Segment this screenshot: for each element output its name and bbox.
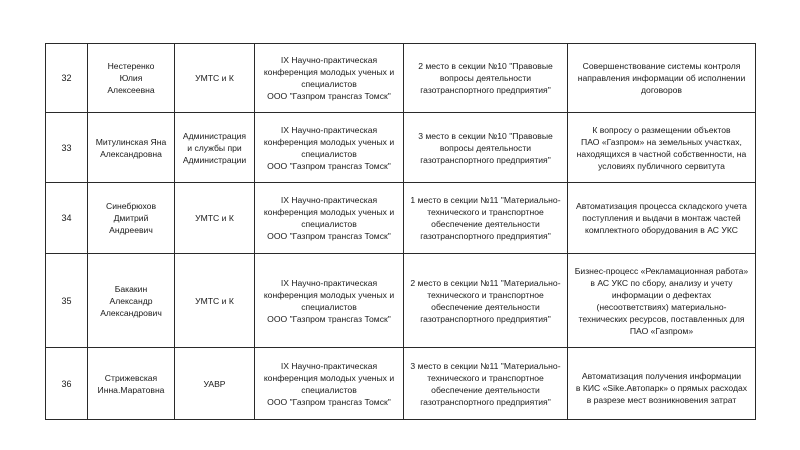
event-line: IX Научно-практическая — [280, 277, 378, 288]
place-cell — [404, 254, 568, 348]
topic-line: направления информации об исполнении — [577, 73, 746, 83]
results-table — [45, 43, 756, 420]
event-line: ООО "Газпром трансгаз Томск" — [267, 231, 391, 241]
topic-line: технических ресурсов, поставленных для — [578, 313, 745, 324]
event-line: ООО "Газпром трансгаз Томск" — [267, 313, 391, 324]
event-line: IX Научно-практическая — [280, 124, 378, 135]
place-line: газотранспортного предприятия" — [420, 85, 551, 95]
place-cell — [404, 183, 568, 254]
name-cell — [88, 113, 175, 183]
department-cell — [175, 44, 255, 113]
place-line: 2 место в секции №11 "Материально- — [410, 277, 561, 288]
event-line: специалистов — [301, 148, 357, 159]
event-line: ООО "Газпром трансгаз Томск" — [267, 160, 391, 171]
topic-cell — [568, 348, 756, 420]
topic-line: информации о дефектах — [611, 289, 712, 300]
event-line: специалистов — [301, 79, 357, 89]
place-line: 3 место в секции №11 "Материально- — [410, 360, 561, 371]
place-line: газотранспортного предприятия" — [420, 231, 551, 241]
event-line: конференция молодых ученых и — [263, 289, 395, 300]
name-line: Синебрюхов — [105, 201, 157, 211]
topic-line: комплектного оборудования в АС УКС — [585, 225, 738, 235]
department-cell — [175, 254, 255, 348]
name-line: Александровна — [100, 148, 162, 159]
topic-cell — [568, 254, 756, 348]
topic-line: ПАО «Газпром» — [629, 325, 694, 336]
row-number-cell — [46, 44, 88, 113]
place-line: 1 место в секции №11 "Материально- — [410, 195, 561, 205]
department-cell — [175, 113, 255, 183]
event-line: конференция молодых ученых и — [263, 67, 395, 77]
place-line: обеспечение деятельности — [431, 219, 540, 229]
name-cell — [88, 348, 175, 420]
topic-line: в АС УКС по сбору, анализу и учету — [590, 277, 733, 288]
topic-line: поступления и выдачи в монтаж частей — [582, 213, 741, 223]
department-cell — [175, 183, 255, 254]
place-line: газотранспортного предприятия" — [420, 313, 551, 324]
place-line: 3 место в секции №10 "Правовые — [418, 130, 553, 141]
name-line: Стрижевская — [104, 372, 158, 383]
topic-line: ПАО «Газпром» на земельных участках, — [581, 136, 742, 147]
name-line: Дмитрий — [113, 213, 149, 223]
row-number-cell — [46, 254, 88, 348]
place-line: технического и транспортное — [427, 372, 544, 383]
row-number-cell — [46, 183, 88, 254]
name-line: Бакакин — [114, 283, 148, 294]
topic-line: Автоматизация процесса складского учета — [576, 201, 747, 211]
event-line: IX Научно-практическая — [280, 360, 378, 371]
place-line: технического и транспортное — [427, 289, 544, 300]
name-line: Юлия — [119, 73, 143, 83]
name-line: Александрович — [100, 307, 162, 318]
department-line: и службы при — [187, 142, 242, 153]
row-number: 34 — [61, 213, 72, 223]
table-row — [46, 348, 756, 420]
topic-cell — [568, 183, 756, 254]
topic-line: Автоматизация получения информации — [581, 371, 742, 381]
event-cell — [255, 113, 404, 183]
name-line: Нестеренко — [107, 61, 155, 71]
name-line: Митулинская Яна — [95, 136, 167, 147]
place-line: газотранспортного предприятия" — [420, 154, 551, 165]
name-line: Александр — [109, 295, 153, 306]
topic-line: договоров — [641, 85, 682, 95]
topic-line: Бизнес-процесс «Рекламационная работа» — [574, 265, 749, 276]
place-line: обеспечение деятельности — [431, 384, 540, 395]
row-number: 35 — [61, 295, 72, 306]
event-line: конференция молодых ученых и — [263, 372, 395, 383]
department-line: УАВР — [203, 378, 226, 389]
name-line: Андреевич — [109, 225, 153, 235]
name-cell — [88, 44, 175, 113]
event-line: ООО "Газпром трансгаз Томск" — [267, 91, 391, 101]
department-line: УМТС и К — [195, 73, 234, 83]
topic-line: К вопросу о размещении объектов — [592, 124, 731, 135]
topic-line: находящихся в частной собственности, на — [576, 148, 747, 159]
topic-line: в КИС «Sike.Автопарк» о прямых расходах — [575, 383, 748, 393]
row-number: 33 — [61, 142, 72, 153]
topic-line: условиях публичного сервитута — [598, 160, 725, 171]
place-cell — [404, 113, 568, 183]
department-line: Администрация — [182, 130, 247, 141]
table-row — [46, 254, 756, 348]
topic-cell — [568, 44, 756, 113]
topic-line: в разрезе мест возникновения затрат — [586, 395, 737, 405]
place-line: газотранспортного предприятия" — [420, 396, 551, 407]
place-line: обеспечение деятельности — [431, 301, 540, 312]
row-number-cell — [46, 113, 88, 183]
place-line: вопросы деятельности — [439, 73, 532, 83]
event-line: конференция молодых ученых и — [263, 136, 395, 147]
place-line: 2 место в секции №10 "Правовые — [418, 61, 553, 71]
name-line: Инна.Маратовна — [97, 384, 165, 395]
department-line: Администрации — [182, 154, 247, 165]
event-cell — [255, 183, 404, 254]
name-line: Алексеевна — [107, 85, 155, 95]
table-row — [46, 113, 756, 183]
event-line: конференция молодых ученых и — [263, 207, 395, 217]
event-cell — [255, 254, 404, 348]
department-line: УМТС и К — [195, 213, 234, 223]
name-cell — [88, 254, 175, 348]
name-cell — [88, 183, 175, 254]
place-line: вопросы деятельности — [439, 142, 532, 153]
row-number: 32 — [61, 73, 72, 83]
event-cell — [255, 348, 404, 420]
place-line: технического и транспортное — [427, 207, 544, 217]
topic-line: Совершенствование системы контроля — [582, 61, 741, 71]
event-line: специалистов — [301, 384, 357, 395]
row-number-cell — [46, 348, 88, 420]
event-cell — [255, 44, 404, 113]
topic-line: (несоответствиях) материально- — [596, 301, 727, 312]
topic-cell — [568, 113, 756, 183]
place-cell — [404, 348, 568, 420]
event-line: IX Научно-практическая — [280, 55, 378, 65]
place-cell — [404, 44, 568, 113]
department-cell — [175, 348, 255, 420]
department-line: УМТС и К — [195, 295, 234, 306]
row-number: 36 — [61, 378, 72, 389]
event-line: специалистов — [301, 219, 357, 229]
table-row — [46, 183, 756, 254]
table-row — [46, 44, 756, 113]
event-line: IX Научно-практическая — [280, 195, 378, 205]
event-line: специалистов — [301, 301, 357, 312]
event-line: ООО "Газпром трансгаз Томск" — [267, 396, 391, 407]
